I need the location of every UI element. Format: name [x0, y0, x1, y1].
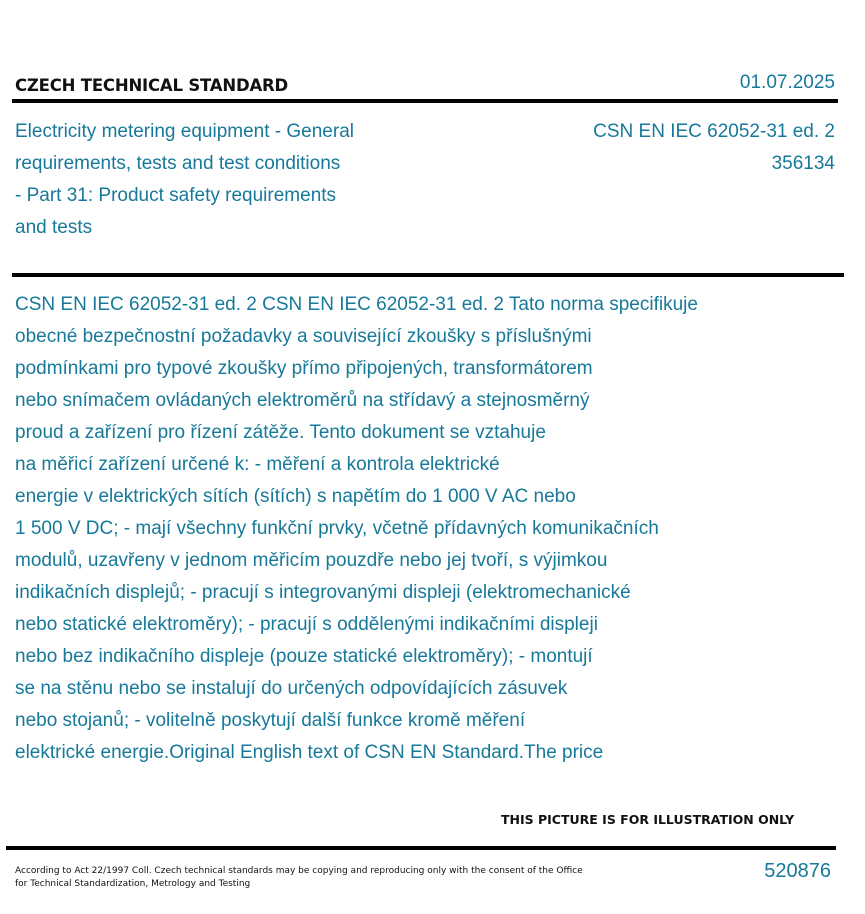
description-line: nebo statické elektroměry); - pracují s oddělenými indikačními displeji	[15, 614, 598, 635]
description-line: 1 500 V DC; - mají všechny funkční prvky, včetně přídavných komunikačních	[15, 518, 659, 539]
subject-line: Electricity metering equipment - General	[15, 121, 354, 142]
standard-identifier	[593, 116, 835, 180]
standard-description	[15, 289, 698, 769]
description-line: proud a zařízení pro řízení zátěže. Tento dokument se vztahuje	[15, 422, 546, 443]
document-type-title: CZECH TECHNICAL STANDARD	[15, 76, 289, 95]
description-line: indikačních displejů; - pracují s integrovanými displeji (elektromechanické	[15, 582, 631, 603]
publication-date: 01.07.2025	[739, 72, 835, 93]
description-line: modulů, uzavřeny v jednom měřicím pouzdře nebo jej tvoří, s výjimkou	[15, 550, 608, 571]
description-line: nebo stojanů; - volitelně poskytují další funkce kromě měření	[15, 710, 526, 731]
standard-number: 356134	[771, 153, 835, 174]
copyright-notice	[15, 865, 583, 891]
copyright-line: According to Act 22/1997 Coll. Czech technical standards may be copying and reproducing only with the consent of the Office	[15, 866, 583, 876]
description-line: podmínkami pro typové zkoušky přímo připojených, transformátorem	[15, 358, 593, 379]
subject-line: - Part 31: Product safety requirements	[15, 185, 337, 206]
description-line: nebo snímačem ovládaných elektroměrů na střídavý a stejnosměrný	[15, 390, 590, 411]
subject-line: requirements, tests and test conditions	[15, 153, 341, 174]
description-line: energie v elektrických sítích (sítích) s napětím do 1 000 V AC nebo	[15, 486, 576, 507]
description-line: na měřicí zařízení určené k: - měření a kontrola elektrické	[15, 454, 500, 475]
description-line: CSN EN IEC 62052-31 ed. 2 CSN EN IEC 62052-31 ed. 2 Tato norma specifikuje	[15, 294, 698, 315]
illustration-notice: THIS PICTURE IS FOR ILLUSTRATION ONLY	[501, 812, 795, 827]
copyright-line: for Technical Standardization, Metrology and Testing	[15, 879, 251, 889]
standard-code: CSN EN IEC 62052-31 ed. 2	[593, 121, 835, 142]
standard-subject	[15, 116, 415, 244]
description-line: nebo bez indikačního displeje (pouze statické elektroměry); - montují	[15, 646, 593, 667]
description-line: se na stěnu nebo se instalují do určených odpovídajících zásuvek	[15, 678, 568, 699]
description-line: elektrické energie.Original English text of CSN EN Standard.The price	[15, 742, 604, 763]
description-line: obecné bezpečnostní požadavky a související zkoušky s příslušnými	[15, 326, 592, 347]
section-rule	[12, 273, 844, 277]
subject-line: and tests	[15, 217, 93, 238]
document-code: 520876	[764, 860, 831, 882]
header-rule	[12, 99, 838, 103]
footer-rule	[6, 846, 836, 850]
